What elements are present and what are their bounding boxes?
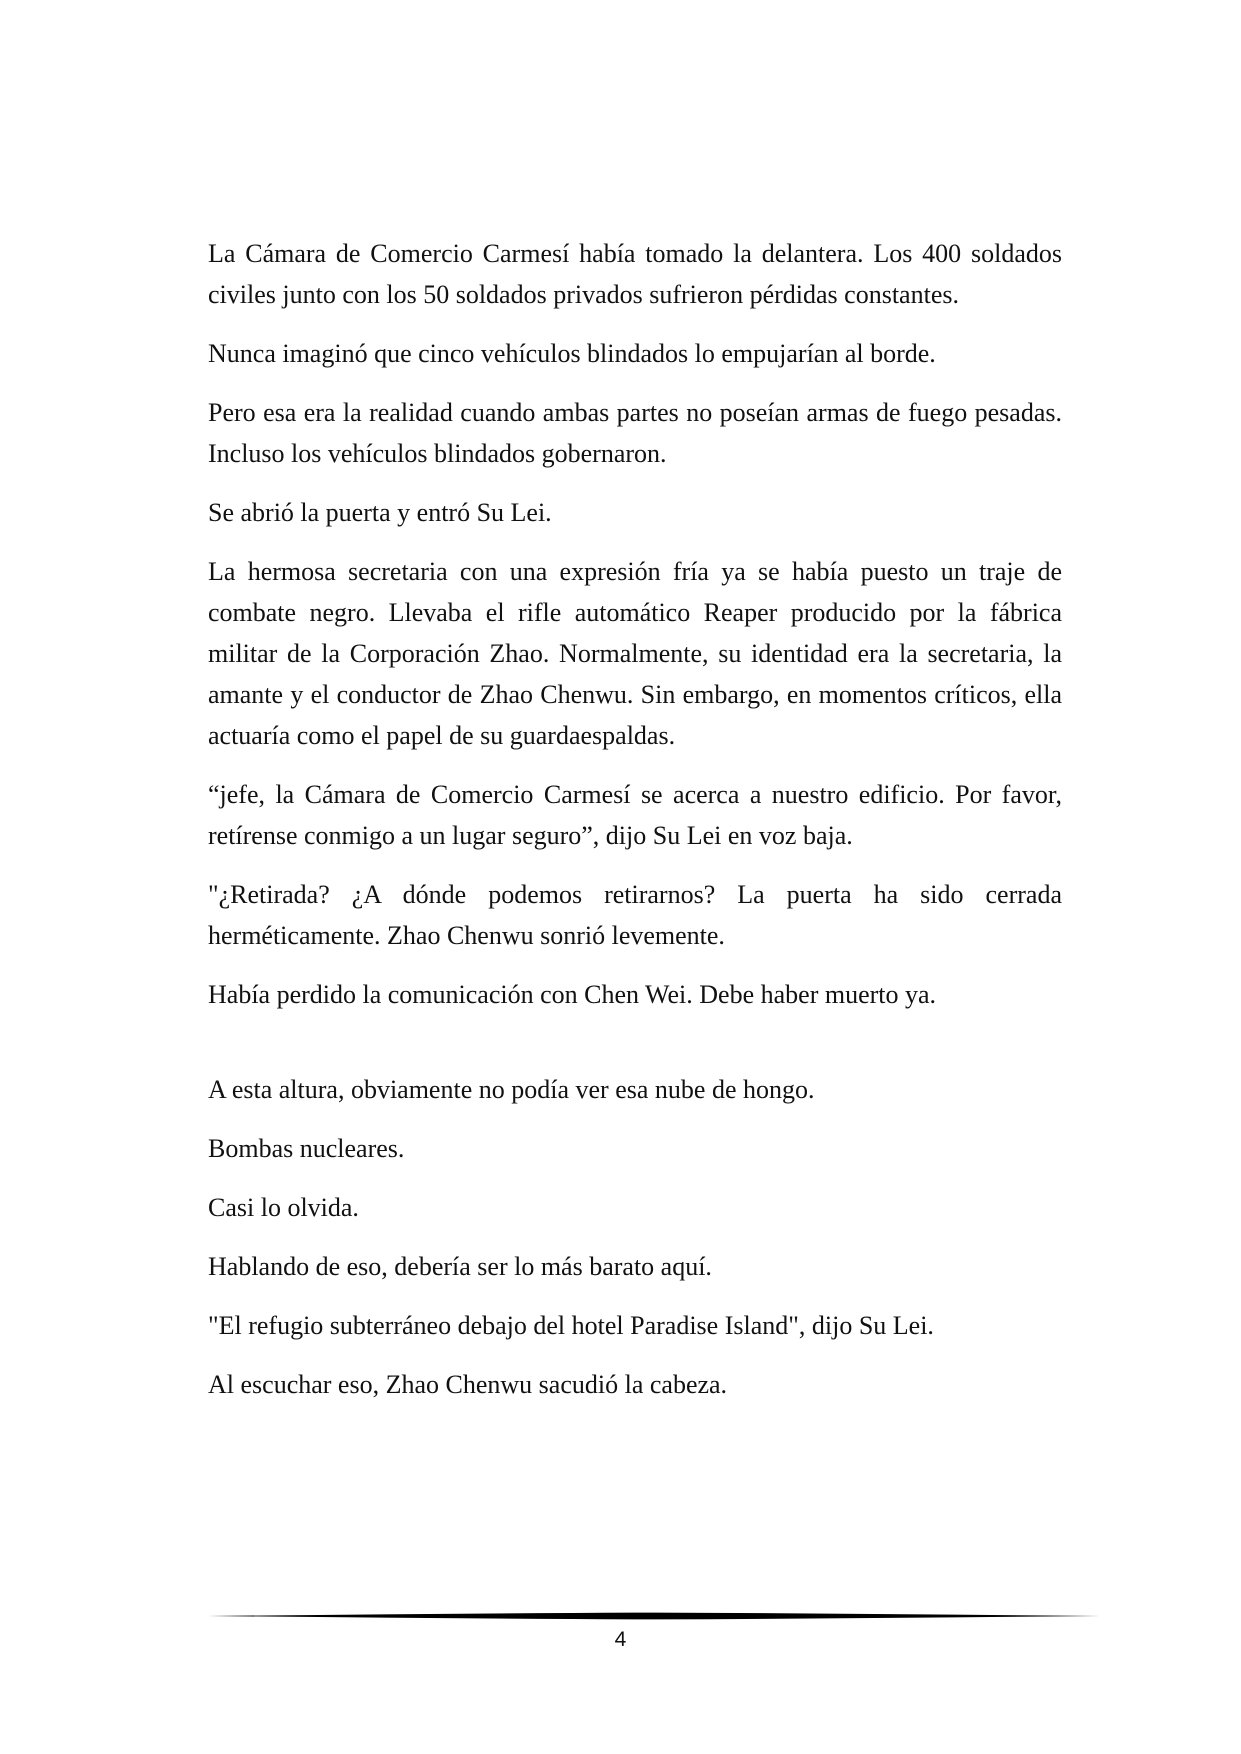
paragraph: Pero esa era la realidad cuando ambas partes no poseían armas de fuego pesadas. Incluso los vehículos blindados gobernaron. (208, 398, 1062, 468)
paragraph: Hablando de eso, debería ser lo más barato aquí. (208, 1252, 712, 1281)
paragraph: Casi lo olvida. (208, 1193, 359, 1222)
paragraph: Se abrió la puerta y entró Su Lei. (208, 498, 552, 527)
paragraph: "¿Retirada? ¿A dónde podemos retirarnos? La puerta ha sido cerrada herméticamente. Zhao Chenwu sonrió levemente. (208, 880, 1062, 950)
body-text (208, 233, 1062, 1423)
paragraph: A esta altura, obviamente no podía ver esa nube de hongo. (208, 1075, 815, 1104)
paragraph: Al escuchar eso, Zhao Chenwu sacudió la cabeza. (208, 1370, 728, 1399)
paragraph: Había perdido la comunicación con Chen Wei. Debe haber muerto ya. (208, 980, 937, 1009)
page-number: 4 (614, 1628, 627, 1651)
paragraph: Bombas nucleares. (208, 1134, 405, 1163)
paragraph: La Cámara de Comercio Carmesí había tomado la delantera. Los 400 soldados civiles junto con los 50 soldados privados sufrieron pérdidas constantes. (208, 239, 1062, 309)
footer-divider (208, 1608, 1100, 1624)
paragraph: La hermosa secretaria con una expresión fría ya se había puesto un traje de combate negro. Llevaba el rifle automático Reaper producido por la fábrica militar de la Corporación Zhao. Normalmente, su identidad era la secretaria, la amante y el conductor de Zhao Chenwu. Sin embargo, en momentos críticos, ella actuaría como el papel de su guardaespaldas. (208, 557, 1062, 750)
paragraph: "El refugio subterráneo debajo del hotel Paradise Island", dijo Su Lei. (208, 1311, 934, 1340)
paragraph: “jefe, la Cámara de Comercio Carmesí se acerca a nuestro edificio. Por favor, retírense conmigo a un lugar seguro”, dijo Su Lei en voz baja. (208, 780, 1062, 850)
paragraph: Nunca imaginó que cinco vehículos blindados lo empujarían al borde. (208, 339, 936, 368)
